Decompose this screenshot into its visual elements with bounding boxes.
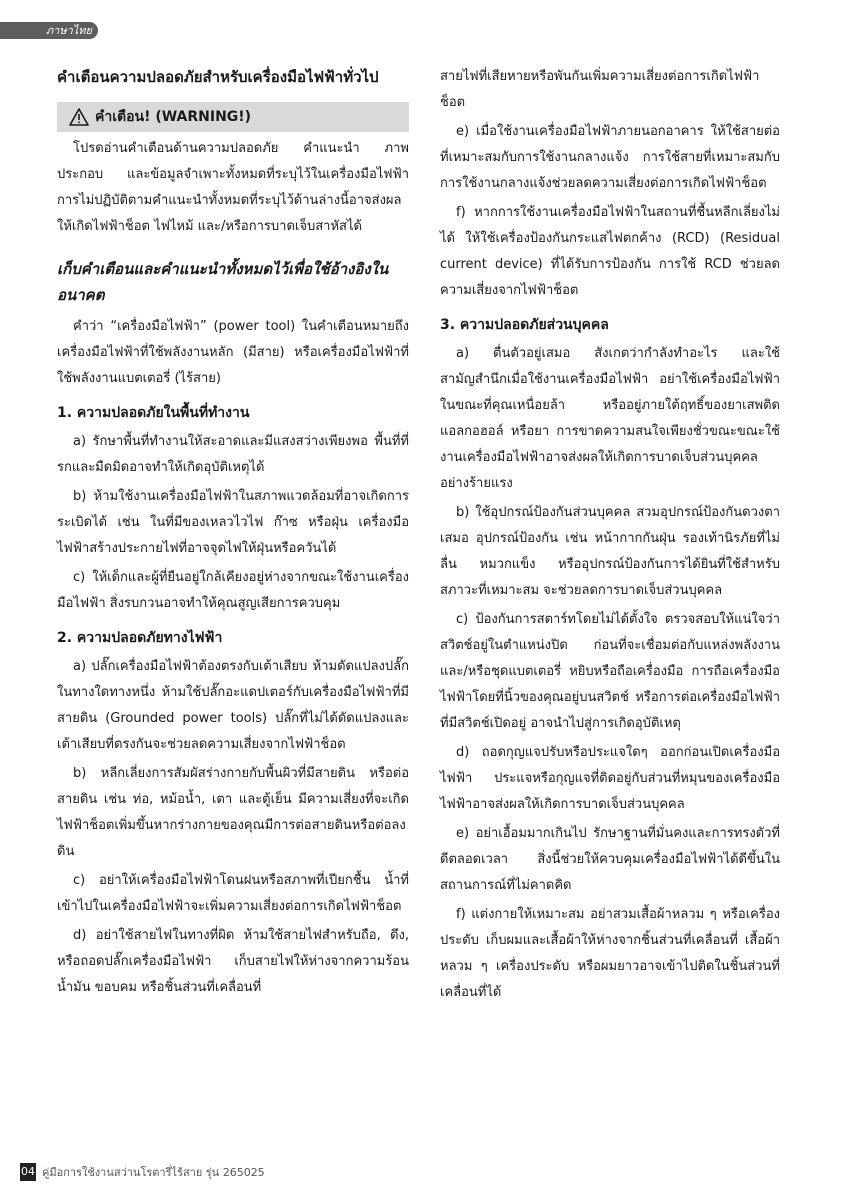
page-footer: [20, 1163, 265, 1181]
left-column: [57, 64, 409, 1004]
section2-item-b: b) หลีกเลี่ยงการสัมผัสร่างกายกับพื้นผิวที่มีสายดิน หรือต่อสายดิน เช่น ท่อ, หม้อน้ำ, เตา และตู้เย็น มีความเสี่ยงที่จะเกิดไฟฟ้าช็อตเพิ่มขึ้นหากร่างกายของคุณมีการต่อสายดินหรือต่อลงดิน: [57, 766, 409, 859]
section2-item-d: d) อย่าใช้สายไฟในทางที่ผิด ห้ามใช้สายไฟสำหรับถือ, ดึง, หรือถอดปลั๊กเครื่องมือไฟฟ้า เก็บสายไฟให้ห่างจากความร้อน น้ำมัน ขอบคม หรือชิ้นส่วนที่เคลื่อนที่: [57, 928, 409, 995]
section1-item-c: c) ให้เด็กและผู้ที่ยืนอยู่ใกล้เคียงอยู่ห่างจากขณะใช้งานเครื่องมือไฟฟ้า สิ่งรบกวนอาจทำให้คุณสูญเสียการควบคุม: [57, 570, 409, 611]
section3-item-d: d) ถอดกุญแจปรับหรือประแจใดๆ ออกก่อนเปิดเครื่องมือไฟฟ้า ประแจหรือกุญแจที่ติดอยู่กับส่วนที่หมุนของเครื่องมือไฟฟ้าอาจส่งผลให้เกิดการบาดเจ็บส่วนบุคคล: [440, 745, 780, 812]
keep-instructions-heading: เก็บคำเตือนและคำแนะนำทั้งหมดไว้เพื่อใช้อ้างอิงในอนาคต: [57, 260, 389, 304]
section1-item-a: a) รักษาพื้นที่ทำงานให้สะอาดและมีแสงสว่างเพียงพอ พื้นที่ที่รกและมืดมิดอาจทำให้เกิดอุบัติเหตุได้: [57, 434, 409, 475]
warning-label: คำเตือน! (WARNING!): [95, 109, 252, 125]
right-column: [440, 64, 780, 1009]
language-tab: ภาษาไทย: [0, 22, 98, 39]
section-heading-work-area: 1. ความปลอดภัยในพื้นที่ทำงาน: [57, 405, 250, 421]
section1-item-b: b) ห้ามใช้งานเครื่องมือไฟฟ้าในสภาพแวดล้อมที่อาจเกิดการระเบิดได้ เช่น ในที่มีของเหลวไวไฟ ก๊าซ หรือฝุ่น เครื่องมือไฟฟ้าสร้างประกายไฟที่อาจจุดไฟให้ฝุ่นหรือควันได้: [57, 489, 409, 556]
warning-header: [57, 102, 409, 132]
warning-triangle-icon: [69, 108, 89, 126]
section2-item-c: c) อย่าให้เครื่องมือไฟฟ้าโดนฝนหรือสภาพที่เปียกชื้น น้ำที่เข้าไปในเครื่องมือไฟฟ้าจะเพิ่มความเสี่ยงต่อการเกิดไฟฟ้าช็อต: [57, 873, 409, 914]
page-title: คำเตือนความปลอดภัยสำหรับเครื่องมือไฟฟ้าทั่วไป: [57, 68, 379, 86]
section2-item-f: f) หากการใช้งานเครื่องมือไฟฟ้าในสถานที่ชื้นหลีกเลี่ยงไม่ได้ ให้ใช้เครื่องป้องกันกระแสไฟตกค้าง (RCD) (Residual current device) ที่ได้รับการป้องกัน การใช้ RCD ช่วยลดความเสี่ยงจากไฟฟ้าช็อต: [440, 205, 780, 298]
section3-item-c: c) ป้องกันการสตาร์ทโดยไม่ได้ตั้งใจ ตรวจสอบให้แน่ใจว่าสวิตช์อยู่ในตำแหน่งปิด ก่อนที่จะเชื่อมต่อกับแหล่งพลังงานและ/หรือชุดแบตเตอรี่ หยิบหรือถือเครื่องมือ การถือเครื่องมือไฟฟ้าโดยที่นิ้วของคุณอยู่บนสวิตช์ หรือการต่อเครื่องมือไฟฟ้าที่มีสวิตช์เปิดอยู่ อาจนำไปสู่การเกิดอุบัติเหตุ: [440, 612, 780, 731]
section-heading-personal: 3. ความปลอดภัยส่วนบุคคล: [440, 317, 609, 333]
section3-item-b: b) ใช้อุปกรณ์ป้องกันส่วนบุคคล สวมอุปกรณ์ป้องกันดวงตาเสมอ อุปกรณ์ป้องกัน เช่น หน้ากากกันฝุ่น รองเท้านิรภัยที่ไม่ลื่น หมวกแข็ง หรืออุปกรณ์ป้องกันการได้ยินที่ใช้สำหรับสภาวะที่เหมาะสม จะช่วยลดการบาดเจ็บส่วนบุคคล: [440, 505, 780, 598]
section3-item-e: e) อย่าเอื้อมมากเกินไป รักษาฐานที่มั่นคงและการทรงตัวที่ดีตลอดเวลา สิ่งนี้ช่วยให้ควบคุมเครื่องมือไฟฟ้าได้ดีขึ้นในสถานการณ์ที่ไม่คาดคิด: [440, 826, 780, 893]
section3-item-f: f) แต่งกายให้เหมาะสม อย่าสวมเสื้อผ้าหลวม ๆ หรือเครื่องประดับ เก็บผมและเสื้อผ้าให้ห่างจากชิ้นส่วนที่เคลื่อนที่ เสื้อผ้าหลวม ๆ เครื่องประดับ หรือผมยาวอาจเข้าไปติดในชิ้นส่วนที่เคลื่อนที่ได้: [440, 907, 780, 1000]
power-tool-definition: คำว่า “เครื่องมือไฟฟ้า” (power tool) ในคำเตือนหมายถึงเครื่องมือไฟฟ้าที่ใช้พลังงานหลัก (มีสาย) หรือเครื่องมือไฟฟ้าที่ใช้พลังงานแบตเตอรี่ (ไร้สาย): [57, 319, 409, 386]
section3-item-a: a) ตื่นตัวอยู่เสมอ สังเกตว่ากำลังทำอะไร และใช้สามัญสำนึกเมื่อใช้งานเครื่องมือไฟฟ้า อย่าใช้เครื่องมือไฟฟ้าในขณะที่คุณเหนื่อยล้า หรืออยู่ภายใต้ฤทธิ์ของยาเสพติด แอลกอฮอล์ หรือยา การขาดความสนใจเพียงชั่วขณะขณะใช้งานเครื่องมือไฟฟ้าอาจส่งผลให้เกิดการบาดเจ็บส่วนบุคคลอย่างร้ายแรง: [440, 346, 780, 491]
section-heading-electrical: 2. ความปลอดภัยทางไฟฟ้า: [57, 630, 223, 646]
section2-item-d-continuation: สายไฟที่เสียหายหรือพันกันเพิ่มความเสี่ยงต่อการเกิดไฟฟ้าช็อต: [440, 69, 760, 110]
page-number: 04: [20, 1163, 36, 1181]
section2-item-e: e) เมื่อใช้งานเครื่องมือไฟฟ้าภายนอกอาคาร ให้ใช้สายต่อที่เหมาะสมกับการใช้งานกลางแจ้ง การใช้สายที่เหมาะสมกับการใช้งานกลางแจ้งช่วยลดความเสี่ยงต่อการเกิดไฟฟ้าช็อต: [440, 124, 780, 191]
section2-item-a: a) ปลั๊กเครื่องมือไฟฟ้าต้องตรงกับเต้าเสียบ ห้ามดัดแปลงปลั๊กในทางใดทางหนึ่ง ห้ามใช้ปลั๊กอะแดปเตอร์กับเครื่องมือไฟฟ้าที่มีสายดิน (Grounded power tools) ปลั๊กที่ไม่ได้ดัดแปลงและเต้าเสียบที่ตรงกันจะช่วยลดความเสี่ยงจากไฟฟ้าช็อต: [57, 659, 409, 752]
manual-title: คู่มือการใช้งานสว่านโรตารี่ไร้สาย รุ่น 265025: [42, 1166, 265, 1179]
warning-text: โปรดอ่านคำเตือนด้านความปลอดภัย คำแนะนำ ภาพประกอบ และข้อมูลจำเพาะทั้งหมดที่ระบุไว้ในเครื่องมือไฟฟ้า การไม่ปฏิบัติตามคำแนะนำทั้งหมดที่ระบุไว้ด้านล่างนี้อาจส่งผลให้เกิดไฟฟ้าช็อต ไฟไหม้ และ/หรือการบาดเจ็บสาหัสได้: [57, 141, 409, 234]
